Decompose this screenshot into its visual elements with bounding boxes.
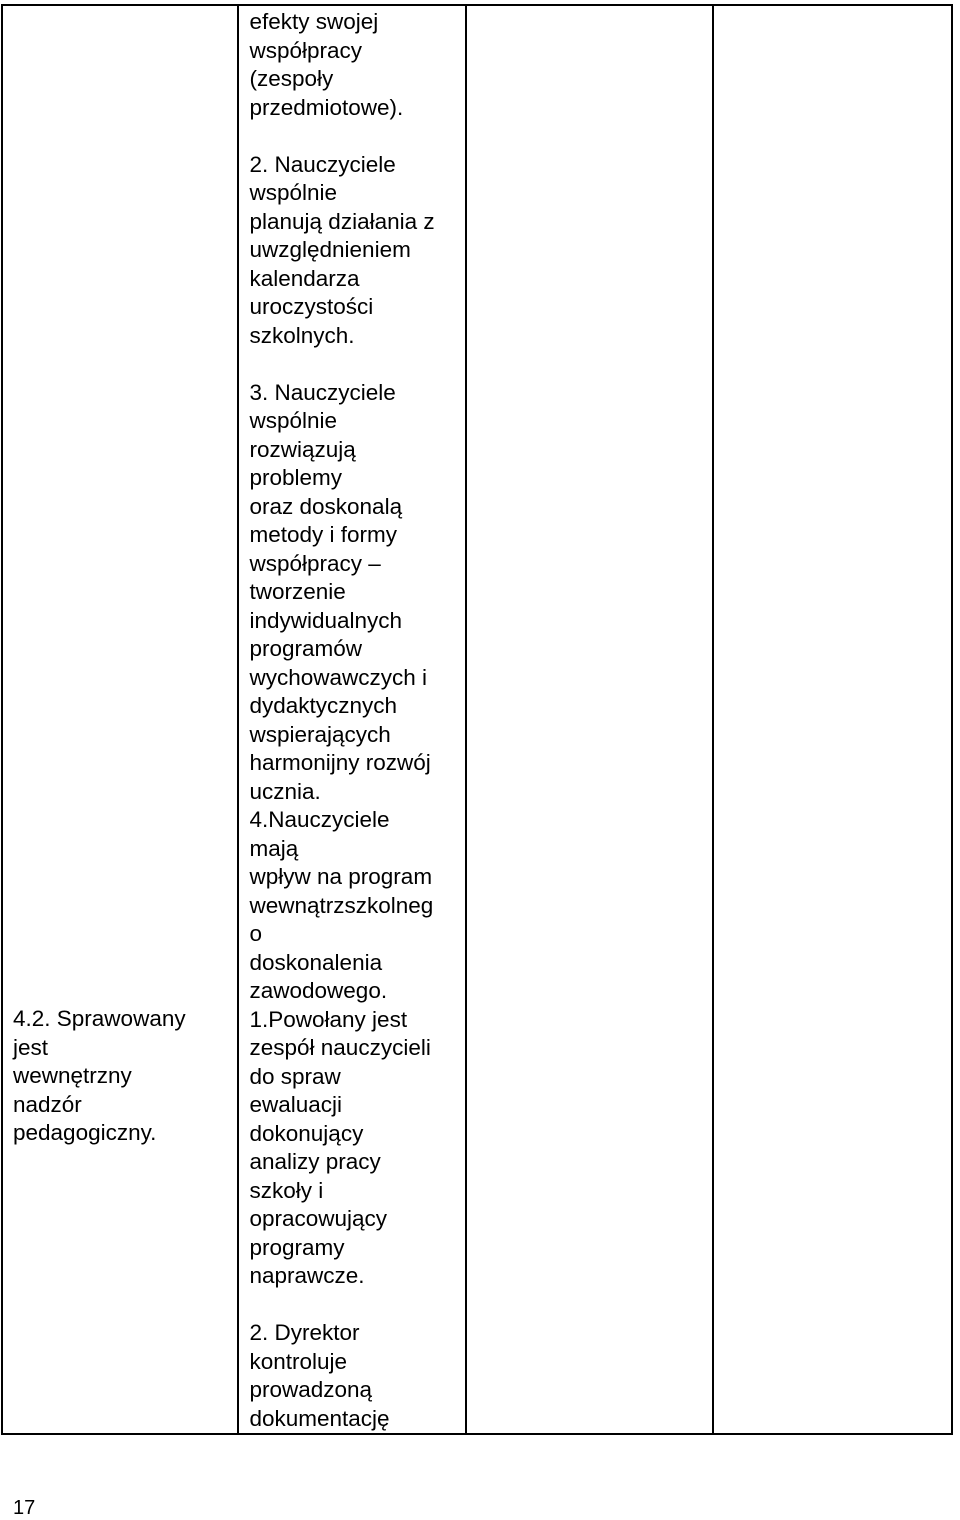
table-cell-empty-4	[713, 5, 952, 1434]
table-cell-area	[2, 5, 238, 1434]
actions-text: efekty swojej współpracy (zespoły przedmiotowe). 2. Nauczyciele wspólnie planują działania z uwzględnieniem kalendarza uroczystości szkolnych. 3. Nauczyciele wspólnie rozwiązują problemy oraz doskonalą metody i formy współpracy – tworzenie indywidualnych programów wychowawczych i dydaktycznych wspierających harmonijny rozwój ucznia. 4.Nauczyciele mają wpływ na program wewnątrzszkolneg o doskonalenia zawodowego. 1.Powołany jest zespół nauczycieli do spraw ewaluacji dokonujący analizy pracy szkoły i opracowujący programy naprawcze. 2. Dyrektor kontroluje prowadzoną dokumentację	[249, 9, 435, 1431]
table-row	[2, 5, 952, 1434]
document-table	[1, 4, 953, 1435]
table-cell-actions	[238, 5, 465, 1434]
area-label: 4.2. Sprawowany jest wewnętrzny nadzór pedagogiczny.	[13, 1006, 186, 1145]
page-number: 17	[13, 1497, 36, 1519]
table-cell-empty-3	[466, 5, 714, 1434]
